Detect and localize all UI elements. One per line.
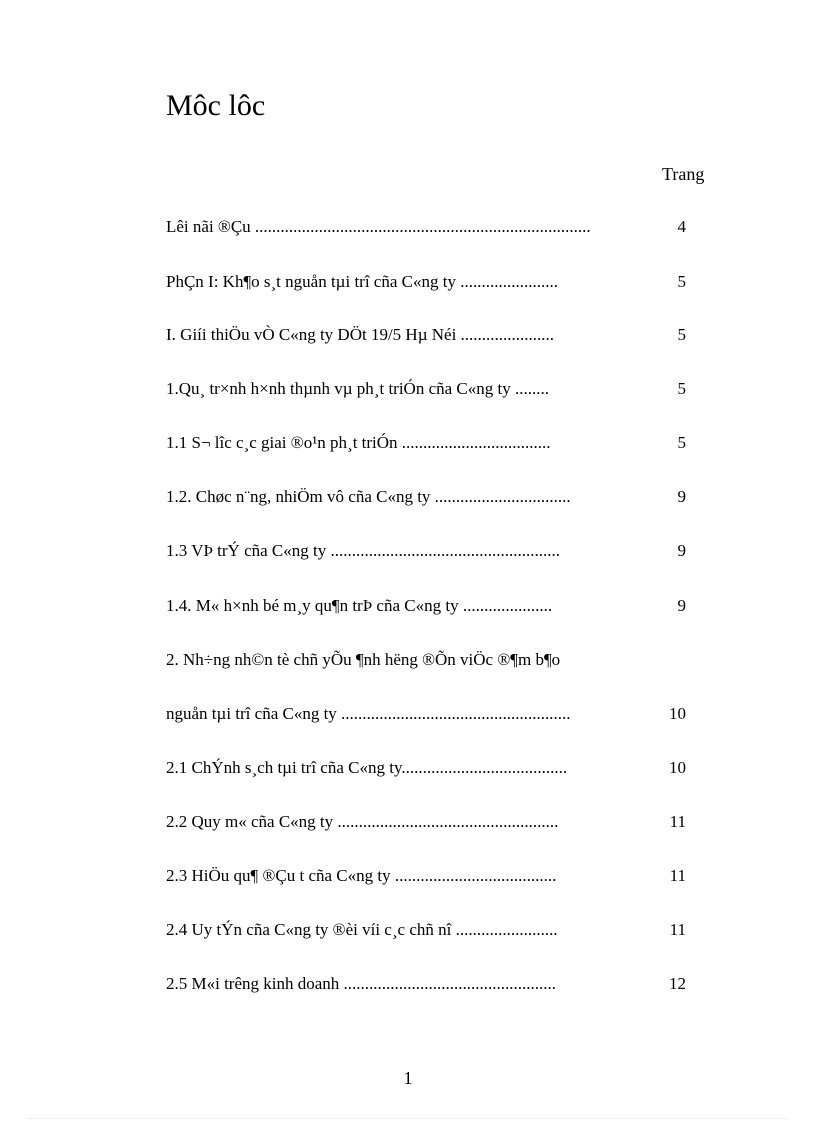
toc-entry-text: 2.4 Uy tÝn cña C«ng ty ®èi víi c¸c chñ nî ........................ <box>166 920 558 939</box>
toc-entry[interactable] <box>166 594 686 618</box>
toc-entry-text: 1.1 S¬ lîc c¸c giai ®o¹n ph¸t triÓn ................................... <box>166 433 551 452</box>
toc-entry-text: nguån tµi trî cña C«ng ty ...................................................... <box>166 704 571 723</box>
toc-entry[interactable] <box>166 972 686 996</box>
toc-entry-text: 2. Nh÷ng nh©n tè chñ yÕu ¶nh hëng ®Õn viÖc ®¶m b¶o <box>166 650 561 669</box>
toc-entry-page: 11 <box>669 920 686 939</box>
toc-entry[interactable] <box>166 431 686 455</box>
toc-entry-text: I. Giíi thiÖu vÒ C«ng ty DÖt 19/5 Hµ Néi ...................... <box>166 325 555 344</box>
toc-entry-page: 10 <box>669 704 686 723</box>
toc-entry-page: 5 <box>677 433 686 452</box>
toc-entry[interactable] <box>166 215 686 239</box>
toc-entry[interactable] <box>166 485 686 509</box>
toc-entry-page: 11 <box>669 866 686 885</box>
toc-entry[interactable] <box>166 702 686 726</box>
toc-entry[interactable] <box>166 323 686 347</box>
toc-entry-text: Lêi nãi ®Çu ............................................................................... <box>166 217 591 236</box>
toc-entry[interactable] <box>166 864 686 888</box>
toc-entry-text: 1.3 VÞ trÝ cña C«ng ty ...................................................... <box>166 541 560 560</box>
toc-entry-text: 2.3 HiÖu qu¶ ®Çu t cña C«ng ty ...................................... <box>166 866 557 885</box>
toc-entry-page: 9 <box>677 487 686 506</box>
page-title: Môc lôc <box>166 89 266 122</box>
page-number: 1 <box>403 1068 413 1088</box>
toc-entry-page: 9 <box>677 596 686 615</box>
toc-entry-text: 2.1 ChÝnh s¸ch tµi trî cña C«ng ty....................................... <box>166 758 568 777</box>
toc-entry-text: 2.5 M«i trêng kinh doanh .................................................. <box>166 974 557 993</box>
toc-entry[interactable] <box>166 270 686 294</box>
toc-entry-page: 11 <box>669 812 686 831</box>
toc-entry-text: 2.2 Quy m« cña C«ng ty .................................................... <box>166 812 559 831</box>
toc-entry-text: 1.4. M« h×nh bé m¸y qu¶n trÞ cña C«ng ty ..................... <box>166 596 553 615</box>
toc-entry-page: 4 <box>677 217 686 236</box>
toc-entry-page: 5 <box>677 379 686 398</box>
toc-entry-page: 5 <box>677 325 686 344</box>
toc-entry[interactable] <box>166 810 686 834</box>
footer-divider <box>28 1118 788 1119</box>
toc-entry[interactable] <box>166 539 686 563</box>
toc-entry[interactable] <box>166 756 686 780</box>
toc-entry-page: 10 <box>669 758 686 777</box>
toc-entry[interactable] <box>166 377 686 401</box>
toc-entry-page: 12 <box>669 974 686 993</box>
toc-entry-page: 9 <box>677 541 686 560</box>
toc-entry-page: 5 <box>677 272 686 291</box>
toc-entry-text: 1.2. Chøc n¨ng, nhiÖm vô cña C«ng ty ................................ <box>166 487 571 506</box>
toc-entry-text: PhÇn I: Kh¶o s¸t nguån tµi trî cña C«ng ty ....................... <box>166 272 558 291</box>
page-column-header: Trang <box>662 164 705 184</box>
toc-entry[interactable] <box>166 648 686 672</box>
toc-entry-text: 1.Qu¸ tr×nh h×nh thµnh vµ ph¸t triÓn cña C«ng ty ........ <box>166 379 549 398</box>
toc-entry[interactable] <box>166 918 686 942</box>
